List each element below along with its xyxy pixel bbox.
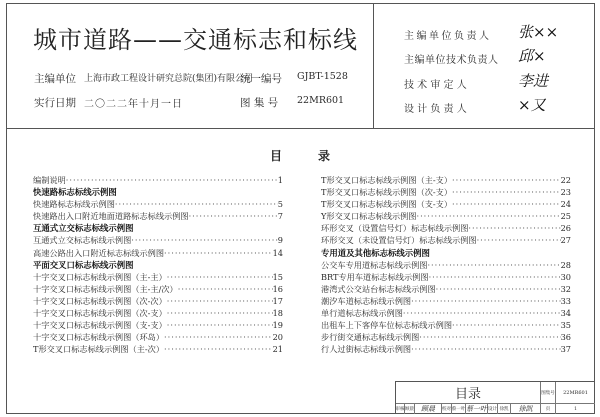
- toc-entry[interactable]: [33, 343, 283, 355]
- leader-dots: [416, 210, 560, 222]
- toc-title-left: 目: [270, 149, 283, 163]
- toc-entry-label: 快速路标志标线示例图: [33, 199, 115, 210]
- check-label: 校对: [442, 404, 452, 414]
- leader-dots: [167, 307, 273, 319]
- atlas-number-label: 图 集 号: [240, 97, 279, 109]
- toc-entry[interactable]: [321, 295, 571, 307]
- drawing-frame: [6, 3, 595, 414]
- toc-entry[interactable]: [321, 186, 571, 198]
- toc-entry-label: 十字交叉口标志标线示例图（主-主）: [33, 271, 167, 282]
- leader-dots: [452, 319, 561, 331]
- leader-dots: [452, 198, 561, 210]
- toc-entry-label: 高速公路出入口附近标志标线示例图: [33, 247, 165, 258]
- toc-entry-label: 十字交叉口标志标线示例图（次-支）: [33, 308, 167, 319]
- leader-dots: [167, 319, 273, 331]
- toc-entry-label: 快速路出入口附近地面道路标志标线示例图: [33, 211, 189, 222]
- toc-entry-label: 编制说明: [33, 175, 66, 185]
- toc-entry-page: 25: [560, 211, 571, 222]
- toc-entry-label: 步行街交通标志标线示例图: [321, 332, 420, 343]
- leader-dots: [164, 331, 273, 343]
- toc-entry-page: 19: [272, 320, 283, 331]
- toc-entry[interactable]: [321, 234, 571, 246]
- toc-entry-page: 15: [272, 271, 283, 282]
- leader-dots: [167, 271, 273, 283]
- toc-entry[interactable]: [33, 319, 283, 331]
- page-label: 页: [541, 404, 556, 414]
- toc-entry-label: 十字交叉口标志标线示例图（次-次）: [33, 295, 167, 306]
- toc-entry-label: 十字交叉口标志标线示例图（环岛）: [33, 332, 165, 343]
- effective-date-value: 二〇二二年十月一日: [84, 99, 183, 110]
- signature: 张××: [518, 23, 559, 41]
- atlas-number-value: 22MR601: [297, 95, 345, 106]
- toc-entry-label: 十字交叉口标志标线示例图（支-支）: [33, 320, 167, 331]
- check-signature: 蔡一叶: [466, 405, 487, 413]
- toc-entry-page: 26: [560, 223, 571, 234]
- effective-date-label: 实行日期: [34, 97, 76, 109]
- leader-dots: [452, 174, 561, 186]
- design-label: 设计: [488, 404, 498, 414]
- signature: 邱×: [518, 47, 546, 65]
- leader-dots: [403, 307, 561, 319]
- toc-entry[interactable]: [321, 343, 571, 355]
- page-title: 城市道路——交通标志和标线: [33, 26, 358, 54]
- toc-entry-page: 23: [560, 187, 571, 198]
- toc-entry-page: 21: [272, 344, 283, 355]
- toc-entry-label: 单行道标志标线示例图: [321, 308, 403, 319]
- toc-section-heading: 平面交叉口标志标线示例图: [33, 259, 134, 270]
- toc-entry-page: 37: [560, 344, 571, 355]
- toc-entry-page: 16: [272, 283, 283, 294]
- leader-dots: [411, 295, 561, 307]
- toc-section-heading: 快速路标志标线示例图: [33, 187, 117, 198]
- toc-entry-page: 30: [560, 271, 571, 282]
- toc-entry-label: BRT专用车道标志标线示例图: [321, 271, 429, 282]
- leader-dots: [178, 283, 273, 295]
- toc-entry[interactable]: [321, 210, 571, 222]
- leader-dots: [477, 234, 561, 246]
- review-label: 审核: [396, 404, 405, 414]
- responsibility-panel: [374, 4, 594, 128]
- design-signature: 徐凯: [511, 404, 541, 414]
- toc-entry-page: 35: [560, 320, 571, 331]
- toc-entry-label: T形交叉口标志标线示例图（主-支）: [321, 175, 453, 185]
- leader-dots: [167, 295, 273, 307]
- review-name: 顾晨: [405, 404, 415, 414]
- leader-dots: [468, 222, 560, 234]
- toc-entry-page: 27: [560, 235, 571, 246]
- toc-entry-page: 33: [560, 295, 571, 306]
- toc-entry-label: T形交叉口标志标线示例图（主-次）: [33, 344, 165, 355]
- role-label: 技 术 审 定 人: [404, 80, 467, 91]
- toc-entry[interactable]: [321, 307, 571, 319]
- leader-dots: [436, 283, 561, 295]
- unified-number-value: GJBT-1528: [297, 71, 348, 82]
- toc-entry[interactable]: [33, 295, 283, 307]
- leader-dots: [189, 210, 278, 222]
- toc-entry-page: 14: [272, 247, 283, 258]
- toc-entry-page: 18: [272, 308, 283, 319]
- leader-dots: [419, 331, 560, 343]
- leader-dots: [427, 259, 560, 271]
- toc-entry-label: 出租车上下客停车位标志标线示例图: [321, 320, 453, 331]
- leader-dots: [131, 234, 278, 246]
- toc-entry-page: 32: [560, 283, 571, 294]
- tb-atlas-number-label: 图集号: [541, 382, 556, 404]
- toc-entry[interactable]: [321, 283, 571, 295]
- toc-entry[interactable]: [321, 319, 571, 331]
- toc-entry-page: 34: [560, 308, 571, 319]
- toc-entry-label: 互通式立交标志标线示例图: [33, 235, 132, 246]
- toc-entry-page: 9: [277, 235, 283, 246]
- toc-entry[interactable]: [321, 198, 571, 210]
- sheet-title: 目录: [396, 382, 541, 404]
- title-block: [395, 381, 595, 414]
- toc-entry[interactable]: [33, 247, 283, 259]
- toc-entry-label: Y形交叉口标志标线示例图: [321, 211, 417, 222]
- toc-entry[interactable]: [33, 174, 283, 186]
- toc-entry[interactable]: [33, 210, 283, 222]
- toc-entry-page: 22: [560, 175, 571, 185]
- toc-entry-page: 5: [277, 199, 283, 210]
- toc-entry-label: 十字交叉口标志标线示例图（主-主/次）: [33, 283, 178, 294]
- leader-dots: [452, 186, 561, 198]
- toc-right-column: [321, 174, 571, 355]
- toc-entry-page: 28: [560, 259, 571, 270]
- design-name: 徐凯: [498, 404, 511, 414]
- toc-entry-page: 17: [272, 295, 283, 306]
- tb-atlas-number-value: 22MR601: [556, 382, 595, 404]
- toc-entry-label: 环形交叉（设置信号灯）标志标线示例图: [321, 223, 469, 234]
- toc-entry-label: T形交叉口标志标线示例图（支-支）: [321, 199, 453, 210]
- leader-dots: [164, 247, 273, 259]
- role-label: 主编单位负责人: [404, 31, 492, 42]
- toc-title-right: 录: [318, 149, 331, 163]
- role-label: 设 计 负 责 人: [404, 104, 467, 115]
- check-name: 蔡一叶: [452, 404, 466, 414]
- toc-entry-label: 港湾式公交站台标志标线示例图: [321, 283, 436, 294]
- toc-entry-label: T形交叉口标志标线示例图（次-支）: [321, 187, 453, 198]
- toc-entry[interactable]: [33, 283, 283, 295]
- toc-entry[interactable]: [321, 271, 571, 283]
- leader-dots: [115, 198, 278, 210]
- leader-dots: [66, 174, 278, 186]
- toc-section-heading: 专用道及其他标志标线示例图: [321, 247, 430, 258]
- toc-entry-label: 行人过街标志标线示例图: [321, 344, 412, 355]
- editor-unit-value: 上海市政工程设计研究总院(集团)有限公司: [84, 74, 254, 84]
- toc-entry[interactable]: [321, 331, 571, 343]
- toc-entry-page: 7: [277, 211, 283, 222]
- review-signature: 顾晨: [415, 404, 442, 414]
- leader-dots: [429, 271, 561, 283]
- toc-entry-label: 环形交叉（未设置信号灯）标志标线示例图: [321, 235, 477, 246]
- toc-entry-page: 36: [560, 332, 571, 343]
- toc-entry-page: 1: [277, 175, 283, 185]
- leader-dots: [164, 343, 273, 355]
- signature: 李进: [518, 72, 549, 90]
- toc-entry[interactable]: [33, 234, 283, 246]
- toc-entry[interactable]: [321, 174, 571, 186]
- cover-header: [7, 4, 594, 129]
- toc-entry[interactable]: [33, 307, 283, 319]
- toc-entry[interactable]: [321, 222, 571, 234]
- role-label: 主编单位技术负责人: [404, 55, 499, 66]
- unified-number-label: 统一编号: [240, 73, 282, 85]
- toc-section-heading: 互通式立交标志标线示例图: [33, 223, 134, 234]
- toc-entry-page: 20: [272, 332, 283, 343]
- signature: ×又: [518, 96, 546, 114]
- header-info: [7, 4, 374, 128]
- page-number: 1: [574, 406, 577, 412]
- toc-entry[interactable]: [321, 259, 571, 271]
- editor-unit-label: 主编单位: [34, 73, 76, 85]
- toc-entry[interactable]: [33, 271, 283, 283]
- toc-entry-label: 公交车专用道标志标线示例图: [321, 259, 428, 270]
- toc-entry[interactable]: [33, 198, 283, 210]
- leader-dots: [411, 343, 561, 355]
- toc-entry[interactable]: [33, 331, 283, 343]
- toc-entry-label: 潮汐车道标志标线示例图: [321, 295, 412, 306]
- toc-left-column: [33, 174, 283, 355]
- toc-entry-page: 24: [560, 199, 571, 210]
